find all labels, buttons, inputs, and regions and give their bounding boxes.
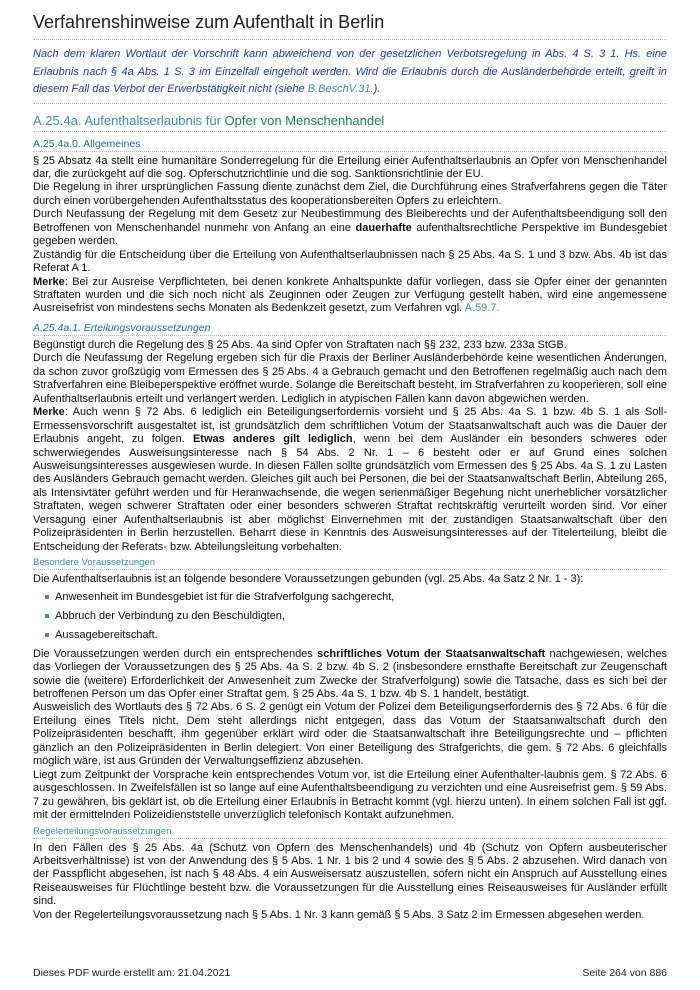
bold-text: Etwas anderes gilt lediglich (192, 433, 353, 446)
list-item (33, 610, 667, 623)
allgemeines-paragraph-1: § 25 Absatz 4a stellt eine humanitäre Sonderregelung für die Erteilung einer Aufenthaltserlaubnis an Opfer von Menschenhandel dar, die zurückgeht auf die sog. Opferschutzrichtlinie und die sog. Sanktionsrichtlinie der EU. (33, 154, 667, 180)
bold-text: dauerhafte (355, 221, 412, 234)
list-item-text: Anwesenheit im Bundesgebiet ist für die Strafverfolgung sachgerecht, (55, 590, 395, 603)
section-heading-link[interactable]: Opfer von Menschenhandel (224, 112, 385, 128)
allgemeines-block (33, 155, 667, 316)
besondere-paragraph-3: Liegt zum Zeitpunkt der Vorsprache kein entsprechendes Votum vor, ist die Erteilung einer Aufenthalter-laubnis gem. § 72 Abs. 6 ausgeschlossen. In Zweifelsfällen ist so lange auf eine Aufenthaltsbeendigung zu verzichten und eine Ausreisefrist gem. § 59 Abs. 7 zu gewähren, bis geklärt ist, ob die Erteilung einer Erlaubnis in Betracht kommt (vgl. hierzu unten). In einem solchen Fall ist ggf. mit der ermittelnden Polizeidienststelle unverzüglich telefonisch Kontakt aufzunehmen. (33, 768, 667, 822)
merke-label: Merke (33, 275, 65, 288)
list-item (33, 629, 667, 642)
page (33, 0, 667, 922)
text-run: aufenthaltsrechtliche Perspektive im Bundesgebiet gegeben werden. (33, 221, 667, 248)
bold-text: schriftliches Votum der Staatsanwaltschaft (317, 647, 546, 660)
heading-besondere-voraussetzungen: Besondere Voraussetzungen (33, 557, 667, 570)
section-heading (33, 113, 667, 132)
regel-block (33, 842, 667, 923)
bullet-icon (45, 614, 49, 618)
intro-reference-link[interactable]: B.BeschV.31. (307, 83, 374, 95)
footer-created-date: Dieses PDF wurde erstellt am: 21.04.2021 (33, 967, 231, 979)
regel-paragraph-2: Von der Regelerteilungsvoraussetzung nach § 5 Abs. 1 Nr. 3 kann gemäß § 5 Abs. 3 Satz 2 im Ermessen abgesehen werden. (33, 908, 645, 921)
allgemeines-paragraph-2: Die Regelung in ihrer ursprünglichen Fassung diente zunächst dem Ziel, die Durchführung eines Strafverfahrens gegen die Täter durch einen vorübergehenden Aufenthaltsstatus des kooperationsbereiten Opfers zu erleichtern. (33, 181, 667, 207)
besondere-paragraph-2: Ausweislich des Wortlauts des § 72 Abs. 6 S. 2 genügt ein Votum der Polizei dem Beteiligungserfordernis des § 72 Abs. 6 für die Erteilung eines Titels nicht. Dem steht allerdings nicht entgegen, dass das Votum der Staatsanwaltschaft durch den Polizeipräsidenten beschafft, ihm gegenüber erklärt wird oder die Staatsanwaltschaft ihre Beteiligungsrechte und – pflichten gänzlich an den Polizeipräsidenten in Berlin delegiert. Von einer Beteiligung des Strafgerichts, die gem. § 72 Abs. 6 gleichfalls möglich wäre, ist aus Gründen der Verwaltungseffizienz abzusehen. (33, 701, 667, 768)
heading-erteilungsvoraussetzungen: A.25.4a.1. Erteilungsvoraussetzungen (33, 322, 667, 336)
erteilung-merke (33, 406, 667, 554)
list-item-text: Abbruch der Verbindung zu den Beschuldigten, (55, 609, 285, 622)
text-run: : Auch wenn § 72 Abs. 6 lediglich ein Beteiligungserfordernis vorsieht und § 25 Abs. 4a S. 1 bzw. 4b S. 1 als Soll-Ermessensvorschrift ausgestaltet ist, ist grundsätzlich dem schriftlichen Votum der Staatsanwaltschaft auch was die Dauer der Erlaubnis angeht, zu folgen. (33, 406, 667, 446)
besondere-block (33, 573, 667, 822)
text-run: Durch Neufassung der Regelung mit dem Gesetz zur Neubestimmung des Bleiberechts und der Aufenthaltsbeendigung soll den Betroffenen von Menschenhandel nunmehr von Anfang an eine (33, 208, 667, 234)
bullet-icon (45, 595, 49, 599)
regel-paragraph-1: In den Fällen des § 25 Abs. 4a (Schutz von Opfern des Menschenhandels) und 4b (Schutz von Opfern ausbeuterischer Arbeitsverhältnisse) ist von der Anwendung des § 5 Abs. 1 Nr. 1 bis 2 und 4 sowie des § 5 Abs. 2 abzusehen. Wird danach von der Passpflicht abgesehen, ist nach § 48 Abs. 4 ein Ausweisersatz auszustellen, sofern nicht ein Anspruch auf Ausstellung eines Reiseausweises für Flüchtlinge besteht bzw. die Voraussetzungen für die Ausstellung eines Reiseausweises für Ausländer erfüllt sind. (33, 841, 667, 908)
intro-text: Nach dem klaren Wortlaut der Vorschrift kann abweichend von der gesetzlichen Verbotsregelung in Abs. 4 S. 3 1. Hs. eine Erlaubnis nach § 4a Abs. 1 S. 3 im Einzelfall eingeholt werden. Wird die Erlaubnis durch die Ausländerbehörde erteilt, greift in diesem Fall das Verbot der Erwerbstätigkeit nicht (siehe (33, 48, 667, 95)
document-title: Verfahrenshinweise zum Aufenthalt in Berlin (33, 12, 667, 40)
heading-regelerteilungsvoraussetzungen: Regelerteilungsvoraussetzungen (33, 826, 667, 839)
list-item-text: Aussagebereitschaft. (55, 628, 158, 641)
allgemeines-merke (33, 276, 667, 316)
list-item (33, 591, 667, 604)
erteilung-paragraph-1: Begünstigt durch die Regelung des § 25 Abs. 4a sind Opfer von Straftaten nach §§ 232, 233 bzw. 233a StGB. (33, 338, 567, 351)
intro-end: ). (373, 83, 381, 95)
besondere-intro: Die Aufenthaltserlaubnis ist an folgende besondere Voraussetzungen gebunden (vgl. 25 Abs. 4a Satz 2 Nr. 1 - 3): (33, 573, 584, 586)
footer-page-number: Seite 264 von 886 (582, 967, 667, 979)
besondere-paragraph-1 (33, 648, 667, 702)
section-heading-prefix: A.25.4a. Aufenthaltserlaubnis für (33, 112, 225, 128)
intro-note (33, 46, 667, 104)
text-run: Die Voraussetzungen werden durch ein entsprechendes (33, 647, 318, 660)
erteilung-paragraph-2: Durch die Neufassung der Regelung ergeben sich für die Praxis der Berliner Ausländerbehörde keine wesentlichen Änderungen, da schon zuvor großzügig vom Ermessen des § 25 Abs. 4 a Gebrauch gemacht und den Betroffenen regelmäßig auch nach dem Strafverfahren eine Bleibeperspektive eröffnet wurde. Solange die Bereitschaft besteht, im Strafverfahren zu kooperieren, soll eine Aufenthaltserlaubnis erteilt und verlängert werden. Lediglich in atypischen Fällen kann davon abgewichen werden. (33, 352, 667, 405)
allgemeines-paragraph-3 (33, 208, 667, 248)
heading-allgemeines: A.25.4a.0. Allgemeines (33, 138, 667, 152)
requirements-list (33, 591, 667, 642)
allgemeines-paragraph-4: Zuständig für die Entscheidung über die Erteilung von Aufenthaltserlaubnissen nach § 25 Abs. 4a S. 1 und 3 bzw. Abs. 4b ist das Referat A 1. (33, 248, 667, 275)
text-run: nachgewiesen, welches das Vorliegen der Voraussetzungen des § 25 Abs. 4a S. 2 bzw. 4b S. 2 (insbesondere ernsthafte Bereitschaft zur Zeugenschaft sowie die (weitere) Erforderlichkeit der Anwesenheit zum Zwecke der Strafverfolgung) sowie die Tatsache, dass es sich bei der betroffenen Person um das Opfer einer Straftat gem. § 25 Abs. 4a S. 1 bzw. 4b S. 1 handelt, bestätigt. (33, 647, 667, 700)
merke-label: Merke (33, 406, 65, 419)
text-run: : Bei zur Ausreise Verpflichteten, bei denen konkrete Anhaltspunkte dafür vorliegen, dass sie Opfer einer der genannten Straftaten wurden und die sich noch nicht als Zeuginnen oder Zeugen zur Verfügung gestellt haben, wird eine angemessene Ausreisefrist von mindestens sechs Monaten als Bedenkzeit gesetzt, zum Verfahren vgl. (33, 275, 667, 315)
text-run: , wenn bei dem Ausländer ein besonders schweres oder schwerwiegendes Ausweisungsinteresse nach § 54 Abs. 2 Nr. 1 – 6 besteht oder er auf Grund eines solchen Ausweisungsinteresses ausgewiesen wurde. In diesen Fällen sollte grundsätzlich vom Ermessen des § 25 Abs. 4a S. 1 zu Lasten des Ausländers Gebrauch gemacht werden. Gleiches gilt auch bei Personen, die bei der Staatsanwaltschaft Berlin, Abteilung 265, als Intensivtäter geführt werden und für Heranwachsende, die wegen serienmäßiger Begehung nicht unerheblicher vorsätzlicher Straftaten, wegen schwerer Straftaten oder einer besonders schweren Straftat rechtskräftig verurteilt worden sind. Vor einer Versagung einer Aufenthaltserlaubnis ist aber möglichst Einvernehmen mit der zuständigen Staatsanwaltschaft über den Polizeipräsidenten in Berlin herzustellen. Beharrt diese in Kenntnis des Ausweisungsinteresses auf der Titelerteilung, bleibt die Entscheidung der Referats- bzw. Abteilungsleitung vorbehalten. (33, 433, 667, 553)
reference-link[interactable]: A.59.7. (464, 302, 500, 315)
bullet-icon (45, 633, 49, 637)
erteilung-block (33, 339, 667, 554)
